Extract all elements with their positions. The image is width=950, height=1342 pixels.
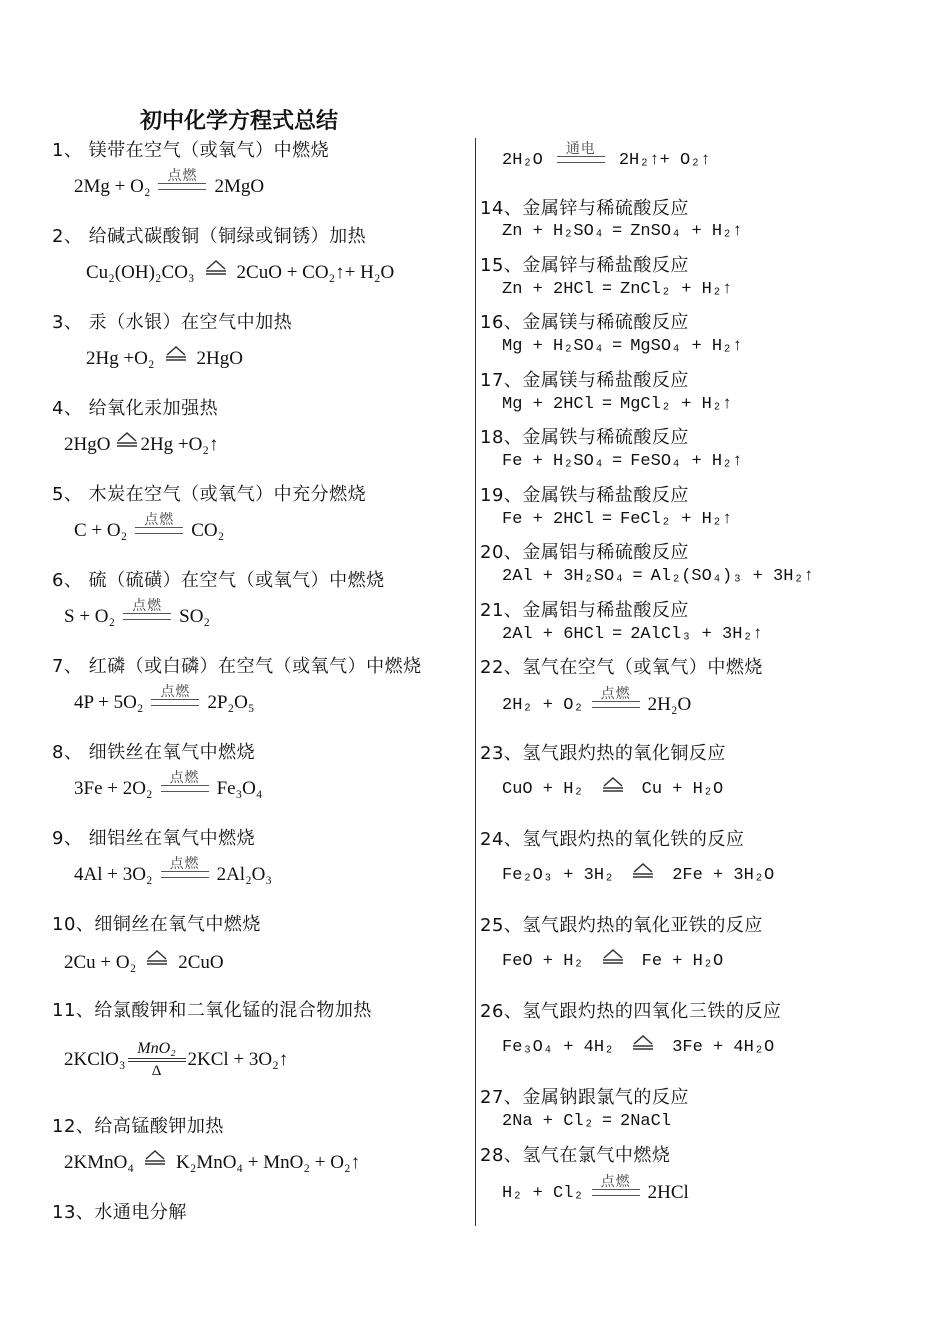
reaction-16-heading: 16、金属镁与稀硫酸反应: [480, 312, 689, 333]
equals-sign: =: [632, 567, 643, 586]
heat-triangle-icon: [144, 1149, 166, 1165]
products: 2HCl: [647, 1182, 689, 1203]
products: 2AlCl₃ + 3H₂↑: [630, 625, 763, 644]
reaction-10-equation: [64, 952, 224, 974]
products: FeCl₂ + H₂↑: [620, 510, 733, 529]
reactants: Cu₂(OH)₂CO₃: [86, 262, 195, 283]
reaction-1-heading: 1、 镁带在空气（或氧气）中燃烧: [52, 140, 330, 161]
heat-triangle-icon: [602, 948, 624, 964]
reactants: 4Al + 3O₂: [74, 864, 153, 885]
reaction-4-heading: 4、 给氧化汞加强热: [52, 398, 219, 419]
reactants: 2Cu + O₂: [64, 952, 137, 973]
reaction-14-equation: [502, 222, 742, 241]
ignite-condition-icon: 点燃: [158, 169, 206, 190]
reaction-5-heading: 5、 木炭在空气（或氧气）中充分燃烧: [52, 484, 367, 505]
ignite-condition-icon: 点燃: [592, 687, 640, 708]
reaction-11-heading: 11、给氯酸钾和二氧化锰的混合物加热: [52, 1000, 372, 1021]
reaction-23-equation: [502, 780, 723, 799]
reactants: S + O₂: [64, 606, 116, 627]
electrolysis-condition-icon: 通电: [557, 142, 605, 163]
heat-symbol: Δ: [151, 1063, 162, 1079]
reaction-13-equation: [502, 141, 711, 171]
equals-sign: =: [601, 510, 613, 529]
reaction-8-heading: 8、 细铁丝在氧气中燃烧: [52, 742, 256, 763]
equals-sign: =: [612, 337, 623, 356]
products: 3Fe + 4H₂O: [672, 1038, 775, 1057]
reaction-12-heading: 12、给高锰酸钾加热: [52, 1116, 224, 1137]
reactants: Mg + H₂SO₄: [502, 337, 605, 356]
products: 2CuO: [178, 952, 224, 973]
products: 2MgO: [214, 176, 265, 197]
products: CO₂: [191, 520, 225, 541]
reaction-27-heading: 27、金属钠跟氯气的反应: [480, 1087, 689, 1108]
reactants: 2H₂ + O₂: [502, 695, 584, 715]
reaction-28-equation: [502, 1173, 689, 1204]
ignite-condition-icon: 点燃: [161, 771, 209, 792]
products: Fe + H₂O: [641, 952, 724, 971]
reaction-10-heading: 10、细铜丝在氧气中燃烧: [52, 914, 261, 935]
products: 2CuO + CO₂↑+ H₂O: [236, 262, 395, 283]
heat-triangle-icon: [116, 431, 138, 447]
reaction-9-heading: 9、 细铝丝在氧气中燃烧: [52, 828, 256, 849]
page-title: 初中化学方程式总结: [140, 109, 339, 134]
reaction-12-equation: [64, 1152, 360, 1174]
products: 2Hg +O₂↑: [140, 434, 219, 455]
reactants: 2Al + 6HCl: [502, 625, 605, 644]
heat-triangle-icon: [165, 345, 187, 361]
reactants: 4P + 5O₂: [74, 692, 144, 713]
products: SO₂: [179, 606, 211, 627]
reactants: Zn + H₂SO₄: [502, 222, 605, 241]
equals-sign: =: [601, 280, 613, 299]
reactants: H₂ + Cl₂: [502, 1183, 584, 1203]
reaction-24-equation: [502, 866, 774, 885]
products: 2Al₂O₃: [216, 864, 273, 885]
reactants: 2H₂O: [502, 151, 543, 170]
heat-triangle-icon: [632, 862, 654, 878]
reaction-20-equation: [502, 567, 814, 586]
reaction-23-heading: 23、氢气跟灼热的氧化铜反应: [480, 743, 726, 764]
reactants: Fe + 2HCl: [502, 510, 594, 529]
equals-sign: =: [612, 222, 623, 241]
products: 2KCl + 3O₂↑: [187, 1049, 289, 1070]
reactants: 2Al + 3H₂SO₄: [502, 567, 625, 586]
reactants: Fe₂O₃ + 3H₂: [502, 866, 615, 885]
reaction-20-heading: 20、金属铝与稀硫酸反应: [480, 542, 689, 563]
reactants: 2Na + Cl₂: [502, 1112, 594, 1131]
ignite-condition-icon: 点燃: [135, 513, 183, 534]
products: Al₂(SO₄)₃ + 3H₂↑: [650, 567, 814, 586]
heat-triangle-icon: [632, 1034, 654, 1050]
products: Cu + H₂O: [641, 780, 724, 799]
heat-triangle-icon: [602, 776, 624, 792]
reaction-17-heading: 17、金属镁与稀盐酸反应: [480, 370, 689, 391]
products: 2HgO: [196, 348, 243, 369]
reaction-25-equation: [502, 952, 723, 971]
reaction-3-heading: 3、 汞（水银）在空气中加热: [52, 312, 293, 333]
products: 2H₂O: [647, 694, 692, 715]
equals-sign: =: [601, 395, 613, 414]
ignite-condition-icon: 点燃: [151, 685, 199, 706]
reactants: CuO + H₂: [502, 780, 584, 799]
reaction-1-equation: [74, 167, 265, 198]
reaction-6-equation: [64, 597, 211, 628]
reaction-28-heading: 28、氢气在氯气中燃烧: [480, 1145, 671, 1166]
column-divider: [475, 138, 476, 1226]
reaction-7-equation: [74, 683, 255, 714]
products: 2Fe + 3H₂O: [672, 866, 775, 885]
equals-sign: =: [601, 1112, 613, 1131]
reaction-25-heading: 25、氢气跟灼热的氧化亚铁的反应: [480, 915, 763, 936]
ignite-condition-icon: 点燃: [123, 599, 171, 620]
reaction-4-equation: [64, 434, 219, 456]
equals-sign: =: [612, 452, 623, 471]
reaction-3-equation: [86, 348, 243, 370]
products: MgCl₂ + H₂↑: [620, 395, 733, 414]
reaction-18-heading: 18、金属铁与稀硫酸反应: [480, 427, 689, 448]
reactants: 2KMnO₄: [64, 1152, 134, 1173]
reactants: Mg + 2HCl: [502, 395, 594, 414]
reactants: 3Fe + 2O₂: [74, 778, 153, 799]
products: MgSO₄ + H₂↑: [630, 337, 743, 356]
reactants: 2Hg +O₂: [86, 348, 155, 369]
reactants: Zn + 2HCl: [502, 280, 594, 299]
reaction-21-equation: [502, 625, 763, 644]
equals-sign: =: [612, 625, 623, 644]
reaction-2-equation: [86, 262, 394, 284]
reaction-13-heading: 13、水通电分解: [52, 1202, 187, 1223]
reactants: 2KClO₃: [64, 1049, 126, 1070]
products: K₂MnO₄ + MnO₂ + O₂↑: [175, 1152, 361, 1173]
ignite-condition-icon: 点燃: [592, 1175, 640, 1196]
reaction-15-heading: 15、金属锌与稀盐酸反应: [480, 255, 689, 276]
reactants: Fe₃O₄ + 4H₂: [502, 1038, 615, 1057]
reaction-11-equation: [64, 1040, 288, 1080]
reactants: FeO + H₂: [502, 952, 584, 971]
heat-triangle-icon: [205, 259, 227, 275]
reaction-22-equation: [502, 685, 692, 716]
reaction-24-heading: 24、氢气跟灼热的氧化铁的反应: [480, 829, 745, 850]
heat-triangle-icon: [146, 949, 168, 965]
products: FeSO₄ + H₂↑: [630, 452, 743, 471]
reactants: 2Mg + O₂: [74, 176, 151, 197]
reaction-5-equation: [74, 511, 225, 542]
products: ZnSO₄ + H₂↑: [630, 222, 743, 241]
reaction-14-heading: 14、金属锌与稀硫酸反应: [480, 198, 689, 219]
reaction-15-equation: [502, 280, 732, 299]
reaction-26-equation: [502, 1038, 774, 1057]
reaction-19-heading: 19、金属铁与稀盐酸反应: [480, 485, 689, 506]
reaction-2-heading: 2、 给碱式碳酸铜（铜绿或铜锈）加热: [52, 226, 367, 247]
reaction-8-equation: [74, 769, 263, 800]
reaction-9-equation: [74, 855, 273, 886]
reactants: Fe + H₂SO₄: [502, 452, 605, 471]
catalyst-label: MnO₂: [137, 1040, 176, 1057]
products: 2NaCl: [620, 1112, 672, 1131]
reaction-16-equation: [502, 337, 742, 356]
reactants: C + O₂: [74, 520, 128, 541]
ignite-condition-icon: 点燃: [161, 857, 209, 878]
reaction-6-heading: 6、 硫（硫磺）在空气（或氧气）中燃烧: [52, 570, 385, 591]
reaction-17-equation: [502, 395, 732, 414]
reaction-22-heading: 22、氢气在空气（或氧气）中燃烧: [480, 657, 763, 678]
catalyst-heat-condition: [128, 1040, 186, 1080]
products: 2P₂O₅: [207, 692, 255, 713]
reaction-18-equation: [502, 452, 742, 471]
products: ZnCl₂ + H₂↑: [620, 280, 733, 299]
reaction-21-heading: 21、金属铝与稀盐酸反应: [480, 600, 689, 621]
products: Fe₃O₄: [216, 778, 263, 799]
reaction-7-heading: 7、 红磷（或白磷）在空气（或氧气）中燃烧: [52, 656, 422, 677]
reaction-27-equation: [502, 1112, 671, 1131]
reaction-26-heading: 26、氢气跟灼热的四氧化三铁的反应: [480, 1001, 782, 1022]
reaction-19-equation: [502, 510, 732, 529]
products: 2H₂↑+ O₂↑: [618, 151, 711, 170]
reactants: 2HgO: [64, 434, 111, 455]
